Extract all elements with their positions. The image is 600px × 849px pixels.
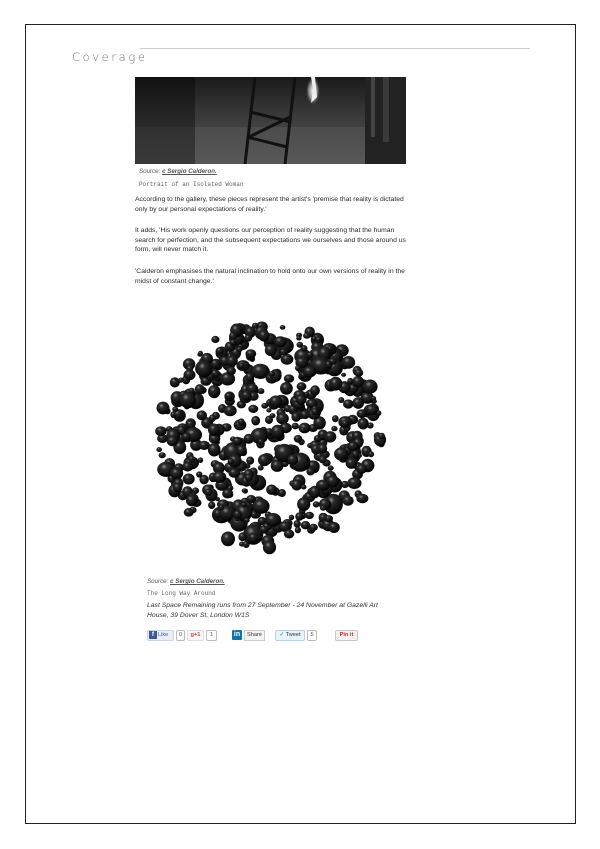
sphere <box>313 501 320 507</box>
sphere <box>245 373 254 382</box>
sphere <box>295 527 301 534</box>
sphere <box>297 382 307 390</box>
sphere <box>208 385 220 398</box>
sphere <box>236 445 247 456</box>
sphere <box>197 410 207 420</box>
sphere <box>320 505 326 510</box>
sphere <box>205 489 213 496</box>
sphere <box>301 521 311 529</box>
sphere <box>196 361 212 378</box>
artwork-photo-isolated-woman <box>135 77 406 164</box>
sphere <box>271 425 284 439</box>
source-label: Source: <box>147 578 169 585</box>
sphere <box>252 499 269 514</box>
tweet-button[interactable] <box>275 630 305 641</box>
sphere <box>216 347 224 355</box>
linkedin-icon: in <box>233 631 241 638</box>
sphere <box>303 333 311 339</box>
sphere <box>263 540 276 554</box>
sphere <box>356 464 366 474</box>
sphere <box>315 336 321 343</box>
title-divider <box>140 48 530 49</box>
sphere <box>294 435 303 443</box>
artwork-photo-long-way-around <box>148 312 393 560</box>
sphere <box>265 344 277 356</box>
sphere <box>248 405 258 413</box>
sphere <box>331 426 337 431</box>
sphere <box>341 420 349 427</box>
twitter-bird-icon: ✓ <box>279 632 285 638</box>
sphere <box>378 433 385 440</box>
sphere <box>258 454 271 466</box>
sphere <box>252 323 259 329</box>
sphere <box>297 342 304 348</box>
sphere <box>280 325 286 330</box>
sphere <box>170 467 183 479</box>
sphere <box>358 418 369 430</box>
sphere <box>186 495 197 507</box>
sphere <box>309 524 318 531</box>
sphere <box>198 351 203 356</box>
sphere <box>238 418 245 425</box>
sphere <box>352 450 359 458</box>
google-plus-icon: g <box>190 632 195 638</box>
photo-title: Portrait of an Isolated Woman <box>139 181 244 188</box>
facebook-like-label: Like <box>158 632 169 638</box>
sphere <box>248 533 258 543</box>
sphere <box>258 388 265 394</box>
sphere <box>334 447 348 460</box>
sphere <box>307 352 314 358</box>
sphere <box>233 510 241 519</box>
sphere <box>184 370 196 381</box>
sphere <box>316 480 330 491</box>
sphere <box>232 437 242 446</box>
sphere <box>192 487 199 494</box>
sphere <box>156 447 162 452</box>
sphere <box>221 532 235 547</box>
sphere <box>329 358 337 365</box>
sphere <box>172 406 178 412</box>
tweet-label: Tweet <box>285 632 301 638</box>
sphere <box>266 408 271 412</box>
google-plus-button[interactable] <box>187 630 204 641</box>
sphere <box>195 384 205 394</box>
sphere <box>346 458 358 469</box>
sphere <box>300 427 305 432</box>
sphere <box>265 513 281 527</box>
sphere <box>352 376 364 388</box>
sphere <box>356 494 368 504</box>
photo-source-caption <box>139 168 217 175</box>
sphere <box>295 395 306 405</box>
sphere <box>365 404 378 415</box>
sphere <box>341 373 346 377</box>
sphere <box>251 416 260 426</box>
sphere <box>347 477 361 489</box>
sphere <box>182 462 193 472</box>
sphere <box>211 336 219 343</box>
sphere <box>261 403 268 409</box>
sphere <box>186 420 196 429</box>
sphere <box>319 456 327 463</box>
sphere <box>342 496 353 506</box>
sphere <box>324 431 336 442</box>
sphere <box>328 465 334 470</box>
sphere <box>244 334 252 341</box>
linkedin-share-label: Share <box>244 630 265 641</box>
sphere <box>183 474 195 485</box>
sphere <box>245 474 253 481</box>
sphere <box>222 489 233 499</box>
pinterest-pin-label: Pin it <box>339 632 354 638</box>
sphere <box>348 441 359 451</box>
sphere <box>269 371 276 376</box>
sphere <box>284 530 294 539</box>
sphere <box>338 397 344 403</box>
sphere <box>225 392 232 399</box>
sphere <box>236 347 243 352</box>
sphere <box>274 336 287 347</box>
sphere <box>329 377 342 391</box>
sphere <box>241 390 252 400</box>
sphere <box>332 415 339 422</box>
sphere <box>196 471 202 477</box>
sphere <box>230 339 237 345</box>
sphere <box>303 366 317 377</box>
sphere <box>227 367 236 375</box>
source-link[interactable]: c Sergio Calderon. <box>170 578 225 585</box>
sphere <box>258 330 269 341</box>
sphere <box>157 402 170 415</box>
sphere <box>292 423 299 430</box>
sphere <box>343 399 354 408</box>
pinterest-pin-button[interactable] <box>335 630 358 641</box>
sphere <box>182 433 191 442</box>
sphere <box>295 512 303 520</box>
sphere <box>180 392 197 408</box>
sphere <box>258 439 264 445</box>
sphere <box>260 526 269 534</box>
sphere <box>244 518 250 523</box>
sphere <box>167 436 178 447</box>
event-details: Last Space Remaining runs from 27 September - 24 November at Gazelli Art House, 39 Dover St, London W1S <box>147 602 378 619</box>
sphere <box>228 468 240 478</box>
sphere <box>269 396 282 408</box>
sphere <box>280 382 293 395</box>
sphere <box>291 412 300 422</box>
sphere <box>278 489 286 497</box>
sphere <box>363 380 378 394</box>
sphere <box>310 385 320 395</box>
sphere <box>208 502 215 509</box>
google-plus-count: 1 <box>206 630 217 641</box>
tweet-count: 5 <box>307 630 317 641</box>
sphere <box>325 515 333 522</box>
sphere <box>294 520 301 528</box>
facebook-like-button[interactable] <box>147 630 174 641</box>
sphere <box>224 405 237 416</box>
sphere <box>287 454 298 464</box>
sphere <box>342 356 355 369</box>
sphere <box>245 349 256 358</box>
sphere <box>212 471 226 483</box>
sphere <box>238 532 246 541</box>
section-title: Coverage <box>72 50 148 64</box>
article-paragraph: 'Calderon emphasises the natural inclination to hold onto our own versions of reality in the midst of constant change.' <box>135 268 405 285</box>
sphere <box>305 512 314 519</box>
facebook-like-count: 0 <box>176 630 185 641</box>
sphere <box>297 497 310 511</box>
sphere <box>371 396 376 400</box>
source-link[interactable]: c Sergio Calderon. <box>162 168 217 175</box>
sphere <box>229 332 237 340</box>
sphere <box>284 374 294 382</box>
linkedin-share-button[interactable] <box>232 630 268 641</box>
sphere <box>239 363 245 369</box>
sphere <box>226 355 237 366</box>
sphere <box>155 426 166 436</box>
facebook-icon: f <box>149 631 157 639</box>
photo-source-caption <box>147 578 225 585</box>
sphere <box>276 413 289 425</box>
sphere <box>208 424 220 436</box>
sphere <box>311 408 318 415</box>
photo-title: The Long Way Around <box>147 590 216 597</box>
sphere <box>184 508 194 517</box>
sphere <box>228 458 234 464</box>
article-paragraph: It adds, 'His work openly questions our perception of reality suggesting that the human search for perfection, and the subsequent expectations we ourselves and those around us form, will never match it. <box>135 227 406 254</box>
sphere <box>209 414 216 422</box>
sphere <box>159 452 166 458</box>
sphere <box>218 504 224 510</box>
sphere <box>265 416 273 424</box>
sphere <box>328 522 339 533</box>
sphere <box>296 336 301 341</box>
sphere <box>301 485 307 490</box>
sphere <box>318 444 328 454</box>
article-paragraph: According to the gallery, these pieces represent the artist's 'premise that reality is dictated only by our personal expectations of reality.' <box>135 196 404 213</box>
sphere <box>188 456 195 463</box>
sphere <box>354 369 363 377</box>
sphere <box>266 485 277 495</box>
sphere <box>173 483 183 493</box>
sphere <box>280 349 287 356</box>
sphere <box>281 354 294 365</box>
sphere <box>352 397 364 409</box>
sphere <box>170 377 180 387</box>
sphere <box>208 443 221 457</box>
sphere <box>368 451 374 457</box>
google-plus-label: +1 <box>194 632 201 638</box>
source-label: Source: <box>139 168 161 175</box>
sphere <box>241 502 246 508</box>
sphere <box>291 479 302 490</box>
sphere <box>295 365 300 371</box>
sphere <box>242 488 247 492</box>
